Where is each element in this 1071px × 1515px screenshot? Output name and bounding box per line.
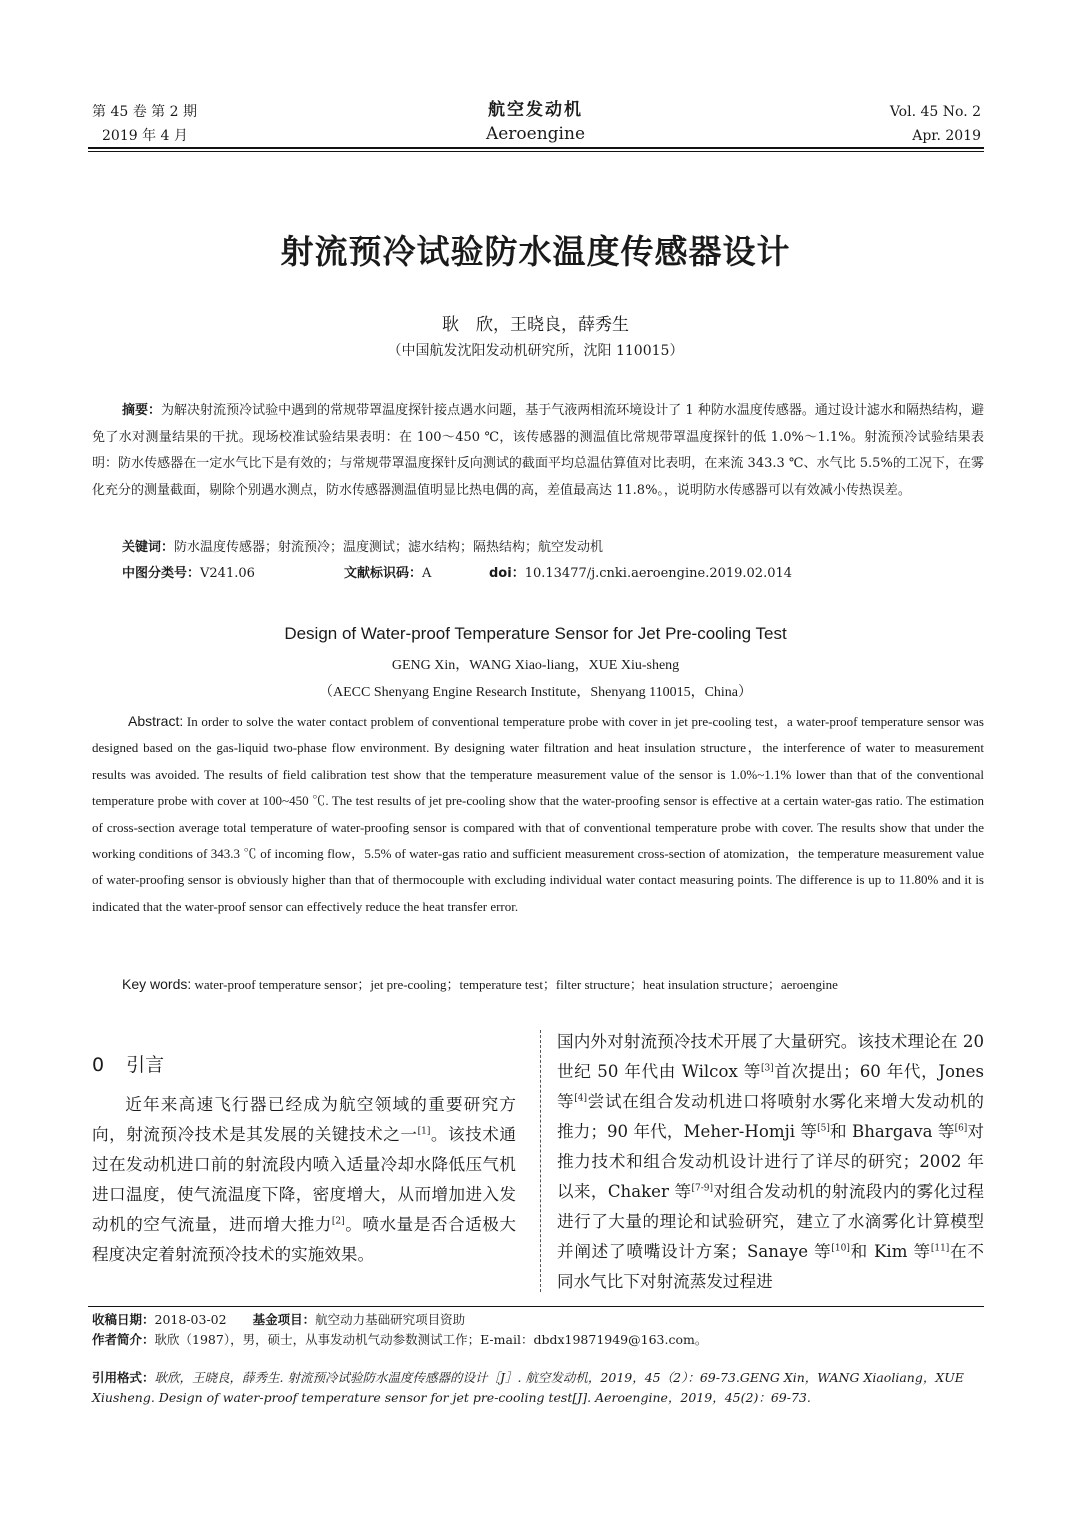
body-text: 近年来高速飞行器已经成为航空领域的重要研究方向，射流预冷技术是其发展的关键技术之一 [92,1095,516,1144]
journal-issue-info-en [890,100,981,148]
body-text: 和 Kim 等 [849,1242,931,1261]
keywords-zh [122,536,982,560]
body-text: 和 Bhargava 等 [829,1122,955,1141]
citation-ref: [1] [417,1126,431,1137]
keywords-zh-text: 防水温度传感器；射流预冷；温度测试；滤水结构；隔热结构；航空发动机 [174,540,604,555]
body-text: 首次提出；60 年代，Jones 等 [557,1062,985,1111]
citation-label: 引用格式： [92,1370,155,1385]
column-divider [540,1030,541,1292]
citation-ref: [11] [930,1243,950,1254]
citation-format [92,1368,984,1408]
publication-date: 2019 年 4 月 [102,128,188,144]
body-text: 对组合发动机的射流段内的雾化过程进行了大量的理论和试验研究，建立了水滴雾化计算模型并阐述了喷嘴设计方案；Sanaye 等 [557,1182,985,1261]
abstract-en-text: In order to solve the water contact problem of conventional temperature probe with cover in jet pre-cooling test，a water-proof temperature sensor was designed based on the gas-liquid two-phase flow environment. By designing water filtration and heat insulation structure，the interference of water to measurement results was avoided. The results of field calibration test show that the temperature measurement value of the sensor is 1.0%~1.1% lower than that of the conventional temperature probe with cover at 100~450 ℃. The test results of jet pre-cooling show that the water-proofing sensor is effective at a certain water-gas ratio. The estimation of cross-section average total temperature of water-proofing sensor is compared with that of conventional temperature probe with cover. The results show that under the working conditions of 343.3 ℃ of incoming flow，5.5% of water-gas ratio and sufficient measurement cross-section of atomization，the temperature measurement value of water-proofing sensor is obviously higher than that of thermocouple with excluding individual water contact measuring points. The difference is up to 11.80% and it is indicated that the water-proof sensor can effectively reduce the heat transfer error. [92,714,984,914]
abstract-zh-text: 为解决射流预冷试验中遇到的常规带罩温度探针接点遇水问题，基于气液两相流环境设计了 1 种防水温度传感器。通过设计滤水和隔热结构，避免了水对测量结果的干扰。现场校准试验结果表明：在 100～450 ℃，该传感器的测温值比常规带罩温度探针的低 1.0%～1.1%。射流预冷试验结果表明：防水传感器在一定水气比下是有效的；与常规带罩温度探针反向测试的截面平均总温估算值对比表明，在来流 343.3 ℃、水气比 5.5%的工况下，在雾化充分的测量截面，剔除个别遇水测点，防水传感器测温值明显比热电偶的高，差值最高达 11.8%。，说明防水传感器可以有效减小传热误差。 [92,403,984,498]
footnote-received-fund [92,1310,465,1330]
article-affiliation: （中国航发沈阳发动机研究所，沈阳 110015） [387,343,684,359]
body-text: 。喷水量是否合适极大程度决定着射流预冷技术的实施效果。 [92,1215,517,1264]
section-heading [92,1050,164,1077]
fund-label: 基金项目： [252,1312,316,1327]
classification-line [122,562,982,586]
abstract-zh-label: 摘要： [122,403,162,418]
journal-name-zh: 航空发动机 [488,100,583,120]
keywords-zh-label: 关键词： [122,540,175,555]
body-text: 对推力技术和组合发动机设计进行了详尽的研究；2002 年以来，Chaker 等 [557,1122,985,1201]
header-rule-thin [88,151,984,152]
author-bio-value: 耿欣（1987），男，硕士，从事发动机气动参数测试工作；E-mail：dbdx19871949@163.com。 [154,1332,708,1347]
keywords-en-text: water-proof temperature sensor；jet pre-cooling；temperature test；filter structure；heat insulation structure；aeroengine [194,977,838,992]
body-text: 在不同水气比下对射流蒸发过程进 [557,1242,984,1291]
english-affiliation: （AECC Shenyang Engine Research Institute，Shenyang 110015，China） [318,685,753,700]
doc-code-value: A [422,566,432,581]
citation-ref: [6] [954,1123,968,1134]
citation-ref: [10] [831,1243,850,1254]
abstract-en-label: Abstract: [128,713,184,729]
doi-value: 10.13477/j.cnki.aeroengine.2019.02.014 [524,566,793,581]
citation-ref: [4] [574,1093,588,1104]
footnote-author [92,1330,707,1350]
header-rule-thick [88,147,984,149]
volume-issue: 第 45 卷 第 2 期 [92,104,197,120]
doi-label: doi： [489,566,525,581]
keywords-en-label: Key words: [122,976,192,992]
body-right-column [557,1027,984,1297]
author-bio-label: 作者简介： [92,1332,155,1347]
citation-text: 耿欣，王晓良，薛秀生. 射流预冷试验防水温度传感器的设计［J］. 航空发动机，2019，45（2）：69-73.GENG Xin，WANG Xiaoliang，XUE Xiusheng. Design of water-proof temperature sensor for jet pre-cooling test[J]. Aeroengine，2019，45(2)：69-73. [92,1370,964,1405]
section-title: 引言 [126,1054,165,1076]
abstract-en [92,708,984,920]
body-left-column [92,1090,516,1270]
fund-value: 航空动力基础研究项目资助 [315,1312,466,1327]
citation-ref: [2] [331,1216,345,1227]
volume-issue-en: Vol. 45 No. 2 [889,104,981,120]
received-date: 2018-03-02 [154,1312,227,1327]
english-authors: GENG Xin，WANG Xiao-liang，XUE Xiu-sheng [391,658,680,673]
clc-value: V241.06 [200,566,255,581]
doc-code-label: 文献标识码： [344,566,423,581]
citation-ref: [5] [817,1123,830,1134]
article-title: 射流预冷试验防水温度传感器设计 [280,232,791,271]
received-label: 收稿日期： [92,1312,155,1327]
abstract-zh [92,398,984,504]
body-text: 。该技术通过在发动机进口前的射流段内喷入适量冷却水降低压气机进口温度，使气流温度下降，密度增大，从而增加进入发动机的空气流量，进而增大推力 [92,1125,517,1234]
section-number: 0 [92,1054,105,1076]
citation-ref: [7-9] [691,1183,713,1194]
body-text: 国内外对射流预冷技术开展了大量研究。该技术理论在 20 世纪 50 年代由 Wilcox 等 [557,1032,984,1081]
english-title: Design of Water-proof Temperature Sensor for Jet Pre-cooling Test [284,624,787,643]
clc-label: 中图分类号： [122,566,201,581]
article-authors: 耿 欣，王晓良，薛秀生 [442,315,629,335]
body-text: 尝试在组合发动机进口将喷射水雾化来增大发动机的推力；90 年代，Meher-Homji 等 [557,1092,985,1141]
footnote-rule [88,1306,984,1307]
journal-name-en: Aeroengine [485,124,586,144]
publication-date-en: Apr. 2019 [912,128,981,144]
citation-ref: [3] [760,1063,774,1074]
keywords-en [122,972,984,997]
